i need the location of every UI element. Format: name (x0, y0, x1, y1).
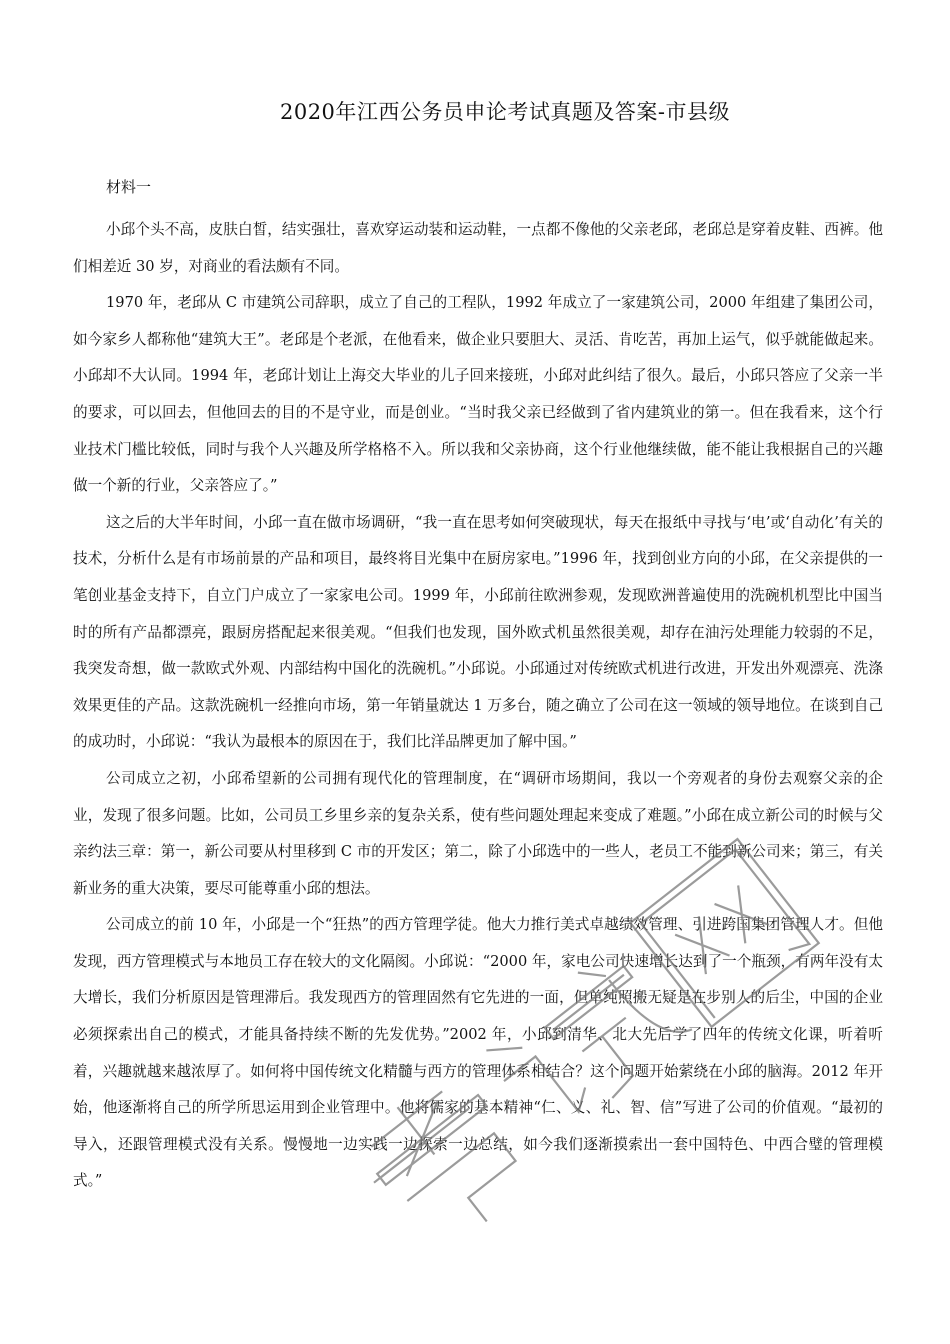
paragraph-2: 1970 年，老邱从 C 市建筑公司辞职，成立了自己的工程队，1992 年成立了一家建筑公司，2000 年组建了集团公司，如今家乡人都称他“建筑大王”。老邱是个老派，在他看来，做企业只要胆大、灵活、肯吃苦，再加上运气，似乎就能做起来。小邱却不大认同。1994 年，老邱计划让上海交大毕业的儿子回来接班，小邱对此纠结了很久。最后，小邱只答应了父亲一半的要求，可以回去，但他回去的目的不是守业，而是创业。“当时我父亲已经做到了省内建筑业的第一。但在我看来，这个行业技术门槛比较低，同时与我个人兴趣及所学格格不入。所以我和父亲协商，这个行业他继续做，能不能让我根据自己的兴趣做一个新的行业，父亲答应了。” (73, 294, 883, 495)
document-title: 2020年江西公务员申论考试真题及答案-市县级 (279, 100, 731, 124)
section-label: 材料一 (106, 178, 152, 196)
paragraph-1: 小邱个头不高，皮肤白皙，结实强壮，喜欢穿运动装和运动鞋，一点都不像他的父亲老邱，老邱总是穿着皮鞋、西裤。他们相差近 30 岁，对商业的看法颇有不同。 (73, 221, 883, 275)
document-body (73, 212, 883, 1200)
paragraph-3: 这之后的大半年时间，小邱一直在做市场调研，“我一直在思考如何突破现状，每天在报纸中寻找与‘电’或‘自动化’有关的技术，分析什么是有市场前景的产品和项目，最终将目光集中在厨房家电。”1996 年，找到创业方向的小邱，在父亲提供的一笔创业基金支持下，自立门户成立了一家家电公司。1999 年，小邱前往欧洲参观，发现欧洲普遍使用的洗碗机机型比中国当时的所有产品都漂亮，跟厨房搭配起来很美观。“但我们也发现，国外欧式机虽然很美观，却存在油污处理能力较弱的不足，我突发奇想，做一款欧式外观、内部结构中国化的洗碗机。”小邱说。小邱通过对传统欧式机进行改进，开发出外观漂亮、洗涤效果更佳的产品。这款洗碗机一经推向市场，第一年销量就达 1 万多台，随之确立了公司在这一领域的领导地位。在谈到自己的成功时，小邱说：“我认为最根本的原因在于，我们比洋品牌更加了解中国。” (73, 513, 883, 751)
paragraph-5: 公司成立的前 10 年，小邱是一个“狂热”的西方管理学徒。他大力推行美式卓越绩效管理、引进跨国集团管理人才。但他发现，西方管理模式与本地员工存在较大的文化隔阂。小邱说：“2000 年，家电公司快速增长达到了一个瓶颈，有两年没有太大增长，我们分析原因是管理滞后。我发现西方的管理固然有它先进的一面，但单纯照搬无疑是在步别人的后尘，中国的企业必须探索出自己的模式，才能具备持续不断的先发优势。”2002 年，小邱到清华、北大先后学了四年的传统文化课，听着听着，兴趣就越来越浓厚了。如何将中国传统文化精髓与西方的管理体系相结合？这个问题开始萦绕在小邱的脑海。2012 年开始，他逐渐将自己的所学所思运用到企业管理中。他将儒家的基本精神“仁、义、礼、智、信”写进了公司的价值观。“最初的导入，还跟管理模式没有关系。慢慢地一边实践一边探索一边总结，如今我们逐渐摸索出一套中国特色、中西合璧的管理模式。” (73, 916, 883, 1190)
paragraph-4: 公司成立之初，小邱希望新的公司拥有现代化的管理制度，在“调研市场期间，我以一个旁观者的身份去观察父亲的企业，发现了很多问题。比如，公司员工乡里乡亲的复杂关系，使有些问题处理起来变成了难题。”小邱在成立新公司的时候与父亲约法三章：第一，新公司要从村里移到 C 市的开发区；第二，除了小邱选中的一些人，老员工不能到新公司来；第三，有关新业务的重大决策，要尽可能尊重小邱的想法。 (73, 769, 883, 897)
